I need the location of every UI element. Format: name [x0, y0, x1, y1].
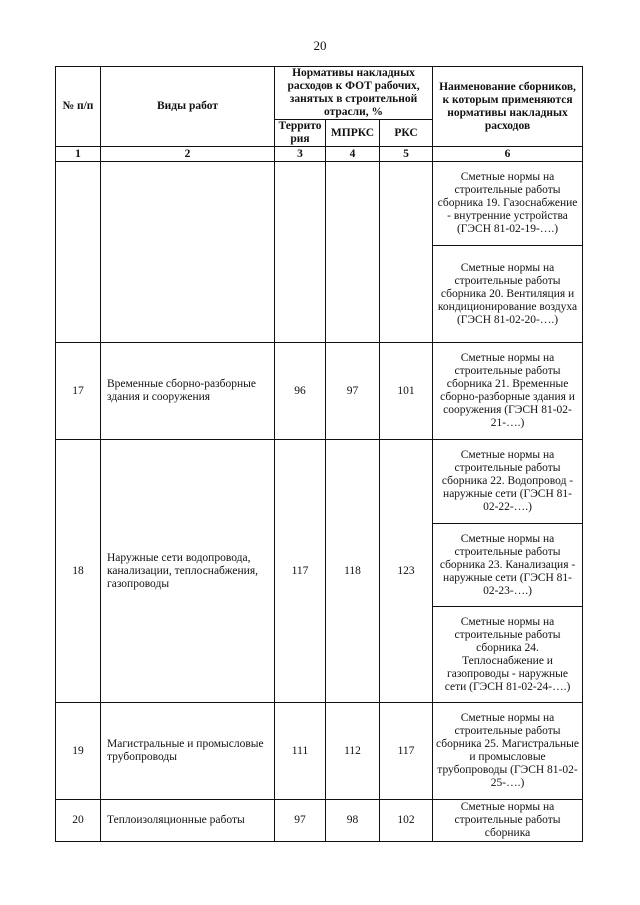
- row-territory: 97: [275, 800, 326, 842]
- row-rks: 101: [380, 343, 433, 440]
- collection-cell: Сметные нормы на строительные работы сборника: [433, 800, 583, 842]
- table-row: [56, 440, 583, 524]
- row-territory: 117: [275, 440, 326, 703]
- collection-cell: Сметные нормы на строительные работы сборника 22. Водопровод - наружные сети (ГЭСН 81-02-22-….): [433, 440, 583, 524]
- collection-cell: Сметные нормы на строительные работы сборника 25. Магистральные и промысловые трубопроводы (ГЭСН 81-02-25-….): [433, 703, 583, 800]
- row-mprks: 112: [326, 703, 380, 800]
- overhead-norms-table: [55, 66, 583, 842]
- row-territory: 111: [275, 703, 326, 800]
- header-territory: Террито рия: [275, 120, 326, 147]
- column-number: 6: [433, 147, 583, 162]
- column-numbers-row: [56, 147, 583, 162]
- header-norms: Нормативы накладных расходов к ФОТ рабочих, занятых в строительной отрасли, %: [275, 67, 433, 120]
- row-work: Теплоизоляционные работы: [101, 800, 275, 842]
- row-territory-empty: [275, 162, 326, 343]
- header-collections: Наименование сборников, к которым применяются нормативы накладных расходов: [433, 67, 583, 147]
- row-num: 20: [56, 800, 101, 842]
- row-work: Магистральные и промысловые трубопроводы: [101, 703, 275, 800]
- collection-cell: Сметные нормы на строительные работы сборника 20. Вентиляция и кондиционирование воздуха (ГЭСН 81-02-20-….): [433, 246, 583, 343]
- row-rks: 123: [380, 440, 433, 703]
- header-rks: РКС: [380, 120, 433, 147]
- row-rks-empty: [380, 162, 433, 343]
- row-mprks: 118: [326, 440, 380, 703]
- row-num: 17: [56, 343, 101, 440]
- column-number: 4: [326, 147, 380, 162]
- column-number: 2: [101, 147, 275, 162]
- row-mprks: 98: [326, 800, 380, 842]
- table-row: [56, 703, 583, 800]
- page-number: 20: [313, 38, 327, 53]
- row-num: 19: [56, 703, 101, 800]
- header-num: № п/п: [56, 67, 101, 147]
- row-num: 18: [56, 440, 101, 703]
- table-row: [56, 343, 583, 440]
- row-rks: 102: [380, 800, 433, 842]
- row-work: Наружные сети водопровода, канализации, теплоснабжения, газопроводы: [101, 440, 275, 703]
- table-row: [56, 800, 583, 842]
- row-territory: 96: [275, 343, 326, 440]
- collection-cell: Сметные нормы на строительные работы сборника 19. Газоснабжение - внутренние устройства (ГЭСН 81-02-19-….): [433, 162, 583, 246]
- header-mprks: МПРКС: [326, 120, 380, 147]
- column-number: 5: [380, 147, 433, 162]
- column-number: 3: [275, 147, 326, 162]
- row-num-empty: [56, 162, 101, 343]
- row-work-empty: [101, 162, 275, 343]
- table-row: [56, 162, 583, 246]
- row-mprks-empty: [326, 162, 380, 343]
- column-number: 1: [56, 147, 101, 162]
- row-work: Временные сборно-разборные здания и сооружения: [101, 343, 275, 440]
- row-mprks: 97: [326, 343, 380, 440]
- header-work: Виды работ: [101, 67, 275, 147]
- collection-cell: Сметные нормы на строительные работы сборника 24. Теплоснабжение и газопроводы - наружные сети (ГЭСН 81-02-24-….): [433, 607, 583, 703]
- collection-cell: Сметные нормы на строительные работы сборника 21. Временные сборно-разборные здания и сооружения (ГЭСН 81-02-21-….): [433, 343, 583, 440]
- collection-cell: Сметные нормы на строительные работы сборника 23. Канализация - наружные сети (ГЭСН 81-02-23-….): [433, 524, 583, 607]
- row-rks: 117: [380, 703, 433, 800]
